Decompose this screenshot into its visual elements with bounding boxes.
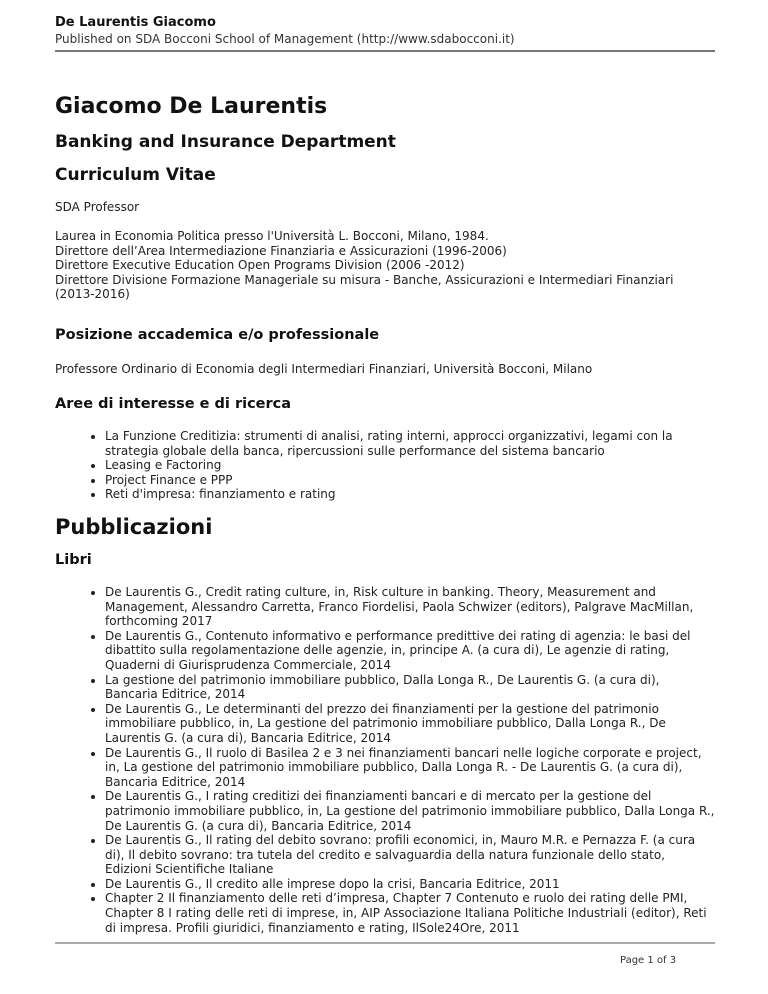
cv-line: Direttore dell’Area Intermediazione Finanziaria e Assicurazioni (1996-2006)	[55, 243, 507, 258]
list-item: • De Laurentis G., I rating creditizi dei finanziamenti bancari e di mercato per la gestione del patrimonio immobiliare pubblico, in, La gestione del patrimonio immobiliare pubblico, Dalla Longa R., De Laurentis G. (a cura di), Bancaria Editrice, 2014	[105, 789, 715, 833]
page-title: Giacomo De Laurentis	[55, 94, 328, 119]
position-text: Professore Ordinario di Economia degli Intermediari Finanziari, Università Bocconi, Milano	[55, 362, 593, 376]
list-item: • De Laurentis G., Il rating del debito sovrano: profili economici, in, Mauro M.R. e Pernazza F. (a cura di), Il debito sovrano: tra tutela del credito e salvaguardia della natura funzionale dello stato, Edizioni Scientifiche Italiane	[105, 833, 715, 877]
publications-heading: Pubblicazioni	[55, 515, 213, 539]
books-list	[55, 585, 715, 935]
list-item: • Chapter 2 Il finanziamento delle reti d’impresa, Chapter 7 Contenuto e ruolo dei rating delle PMI, Chapter 8 I rating delle reti di imprese, in, AIP Associazione Italiana Politiche Industriali (editor), Reti di impresa. Profili giuridici, finanziamento e rating, IlSole24Ore, 2011	[105, 891, 715, 935]
list-item: • La gestione del patrimonio immobiliare pubblico, Dalla Longa R., De Laurentis G. (a cura di), Bancaria Editrice, 2014	[105, 673, 715, 702]
list-item: • De Laurentis G., Le determinanti del prezzo dei finanziamenti per la gestione del patrimonio immobiliare pubblico, in, La gestione del patrimonio immobiliare pubblico, Dalla Longa R., De Laurentis G. (a cura di), Bancaria Editrice, 2014	[105, 702, 715, 746]
list-item: • De Laurentis G., Il credito alle imprese dopo la crisi, Bancaria Editrice, 2011	[105, 877, 715, 892]
list-item: • La Funzione Creditizia: strumenti di analisi, rating interni, approcci organizzativi, legami con la strategia globale della banca, ripercussioni sulle performance del sistema bancario	[105, 429, 715, 458]
published-on-line: Published on SDA Bocconi School of Management (http://www.sdabocconi.it)	[55, 32, 515, 46]
interests-list	[55, 429, 715, 502]
cv-heading: Curriculum Vitae	[55, 165, 216, 185]
position-heading: Posizione accademica e/o professionale	[55, 327, 380, 343]
cv-line: Laurea in Economia Politica presso l'Università L. Bocconi, Milano, 1984.	[55, 229, 489, 243]
list-item: • Project Finance e PPP	[105, 473, 715, 488]
role-text: SDA Professor	[55, 200, 140, 214]
page-number: Page 1 of 3	[620, 955, 677, 966]
list-item: • Leasing e Factoring	[105, 458, 715, 473]
list-item: • De Laurentis G., Credit rating culture, in, Risk culture in banking. Theory, Measurement and Management, Alessandro Carretta, Franco Fiordelisi, Paola Schwizer (editors), Palgrave MacMillan, forthcoming 2017	[105, 585, 715, 629]
books-heading: Libri	[55, 552, 92, 568]
department-heading: Banking and Insurance Department	[55, 132, 396, 152]
list-item: • De Laurentis G., Contenuto informativo e performance predittive dei rating di agenzia: le basi del dibattito sulla regolamentazione delle agenzie, in, principe A. (a cura di), Le agenzie di rating, Quaderni di Giurisprudenza Commerciale, 2014	[105, 629, 715, 673]
list-item: • De Laurentis G., Il ruolo di Basilea 2 e 3 nei finanziamenti bancari nelle logiche corporate e project, in, La gestione del patrimonio immobiliare pubblico, Dalla Longa R. - De Laurentis G. (a cura di), Bancaria Editrice, 2014	[105, 746, 715, 790]
cv-paragraph	[55, 229, 695, 302]
cv-line: Direttore Executive Education Open Programs Division (2006 -2012)	[55, 258, 465, 273]
footer-divider	[55, 942, 715, 944]
document-header-title: De Laurentis Giacomo	[55, 15, 216, 30]
list-item: • Reti d'impresa: finanziamento e rating	[105, 487, 715, 502]
interests-heading: Aree di interesse e di ricerca	[55, 396, 292, 412]
cv-line: Direttore Divisione Formazione Manageriale su misura - Banche, Assicurazioni e Intermediari Finanziari (2013-2016)	[55, 272, 674, 302]
header-divider	[55, 50, 715, 52]
